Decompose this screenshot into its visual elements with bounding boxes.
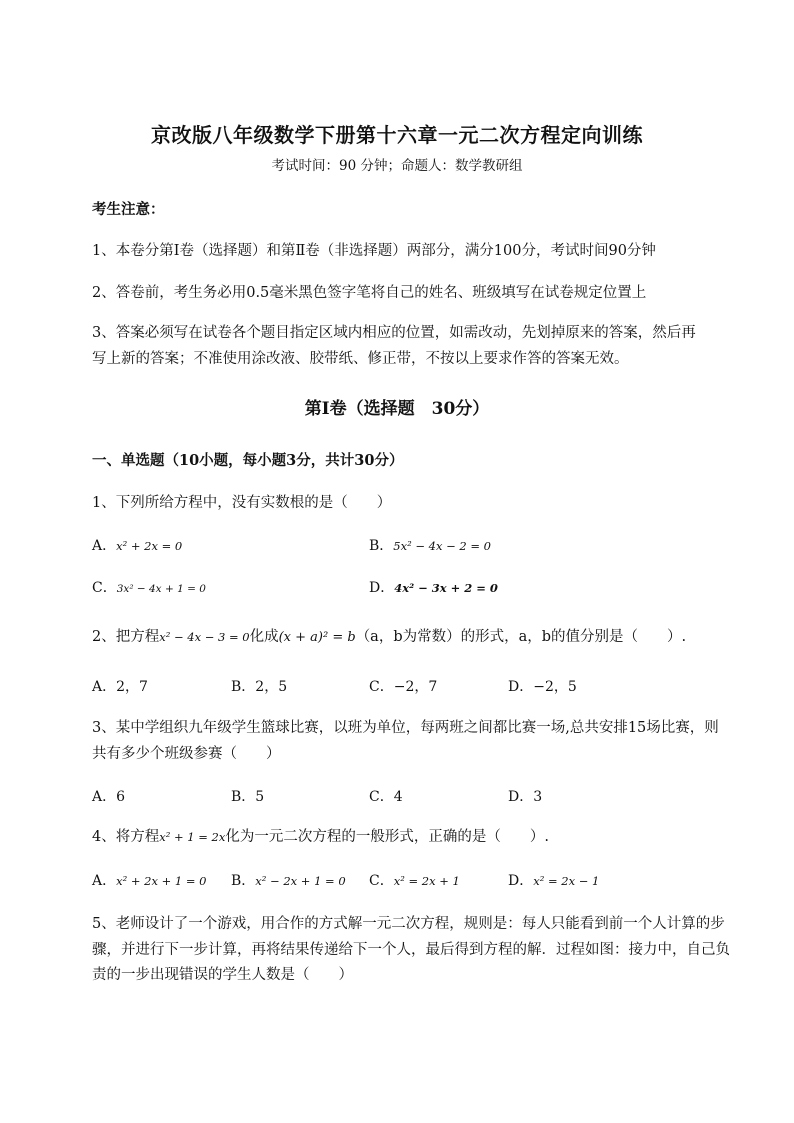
question-5-line1: 5、老师设计了一个游戏，用合作的方式解一元二次方程，规则是：每人只能看到前一个人计算的步 (92, 916, 725, 932)
question-4-stem (92, 828, 712, 847)
stem-text: 化为一元二次方程的一般形式，正确的是（ ）. (225, 829, 549, 845)
q3-option-d: D．3 (508, 789, 543, 805)
option-label: D． (369, 580, 395, 596)
notice-heading: 考生注意： (92, 201, 165, 218)
q4-option-b (231, 872, 346, 891)
q3-option-b: B．5 (231, 789, 265, 805)
option-label: C． (92, 580, 117, 596)
option-formula: 4x² − 3x + 2 = 0 (394, 581, 498, 595)
q2-option-c: C．−2，7 (369, 679, 438, 695)
option-formula: x² + 2x = 0 (116, 539, 183, 553)
option-formula: x² = 2x + 1 (393, 874, 460, 888)
q1-option-a (92, 537, 182, 556)
notice-item-3: 3、答案必须写在试卷各个题目指定区域内相应的位置，如需改动，先划掉原来的答案，然后再写上新的答案；不准使用涂改液、胶带纸、修正带，不按以上要求作答的答案无效。 (92, 325, 696, 367)
option-formula: x² + 2x + 1 = 0 (116, 874, 207, 888)
option-label: D． (508, 873, 534, 889)
q4-option-d (508, 872, 599, 891)
q3-option-c: C．4 (369, 789, 403, 805)
q4-option-c (369, 872, 460, 891)
q1-option-b (369, 537, 491, 556)
stem-formula: x² − 4x − 3 = 0 (159, 630, 250, 644)
q3-option-a: A．6 (92, 789, 126, 805)
question-1-stem: 1、下列所给方程中，没有实数根的是（ ） (92, 495, 392, 511)
option-label: C． (369, 873, 394, 889)
notice-item-2: 2、答卷前，考生务必用0.5毫米黑色签字笔将自己的姓名、班级填写在试卷规定位置上 (92, 285, 647, 301)
option-label: A． (92, 873, 117, 889)
option-formula: x² − 2x + 1 = 0 (255, 874, 346, 888)
q1-option-c (92, 579, 206, 599)
stem-text: （a，b为常数）的形式，a，b的值分别是（ ）. (355, 629, 687, 645)
option-label: A． (92, 538, 117, 554)
q2-option-b: B．2，5 (231, 679, 288, 695)
part-heading: 一、单选题（10小题，每小题3分，共计30分） (92, 452, 404, 469)
option-formula: 3x² − 4x + 1 = 0 (116, 583, 206, 595)
q4-option-a (92, 872, 207, 891)
question-5-line2: 骤，并进行下一步计算，再将结果传递给下一个人，最后得到方程的解．过程如图：接力中，自己负 (92, 942, 730, 958)
stem-formula: x² + 1 = 2x (159, 830, 226, 844)
question-3-stem-line1: 3、某中学组织九年级学生篮球比赛，以班为单位，每两班之间都比赛一场,总共安排15场比赛，则 (92, 720, 719, 736)
stem-text: 化成 (249, 629, 279, 645)
q2-option-d: D．−2，5 (508, 679, 577, 695)
question-3-stem-line2: 共有多少个班级参赛（ ） (92, 746, 281, 762)
exam-info: 考试时间：90 分钟；命题人：数学教研组 (271, 158, 523, 174)
option-formula: 5x² − 4x − 2 = 0 (393, 539, 491, 553)
option-formula: x² = 2x − 1 (533, 874, 600, 888)
question-2-stem (92, 628, 712, 647)
question-5-line3: 责的一步出现错误的学生人数是（ ） (92, 967, 353, 983)
q1-option-d (369, 579, 498, 598)
stem-text: 4、将方程 (92, 829, 160, 845)
page-title: 京改版八年级数学下册第十六章一元二次方程定向训练 (151, 123, 643, 147)
section-title: 第Ⅰ卷（选择题 30分） (304, 399, 490, 419)
stem-text: 2、把方程 (92, 629, 160, 645)
stem-formula: (x + a)² = b (278, 630, 356, 645)
option-label: B． (231, 873, 256, 889)
notice-item-1: 1、本卷分第Ⅰ卷（选择题）和第Ⅱ卷（非选择题）两部分，满分100分，考试时间90分钟 (92, 243, 656, 259)
option-label: B． (369, 538, 394, 554)
q2-option-a: A．2，7 (92, 679, 148, 695)
